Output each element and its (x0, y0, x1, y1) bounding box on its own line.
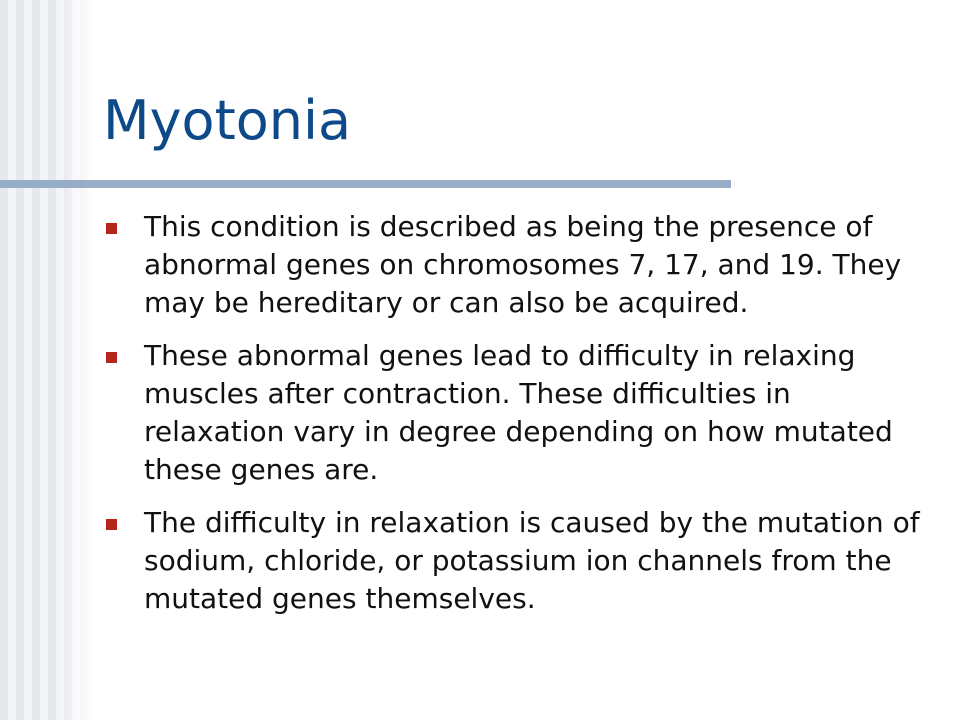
bullet-list (104, 208, 924, 633)
title-underline-rule (0, 180, 731, 188)
square-bullet-icon (106, 223, 117, 234)
bullet-item (104, 208, 924, 322)
square-bullet-icon (106, 352, 117, 363)
bullet-item (104, 337, 924, 489)
bullet-item (104, 504, 924, 618)
bullet-text: The difficulty in relaxation is caused by the mutation of sodium, chloride, or potassium ion channels from the mutated genes themselves. (144, 506, 920, 615)
bullet-text: This condition is described as being the presence of abnormal genes on chromosomes 7, 17, and 19. They may be hereditary or can also be acquired. (144, 210, 902, 319)
square-bullet-icon (106, 519, 117, 530)
slide-title: Myotonia (103, 89, 352, 152)
left-stripes-decoration (0, 0, 95, 720)
bullet-text: These abnormal genes lead to difficulty in relaxing muscles after contraction. These difficulties in relaxation vary in degree depending on how mutated these genes are. (144, 339, 893, 486)
